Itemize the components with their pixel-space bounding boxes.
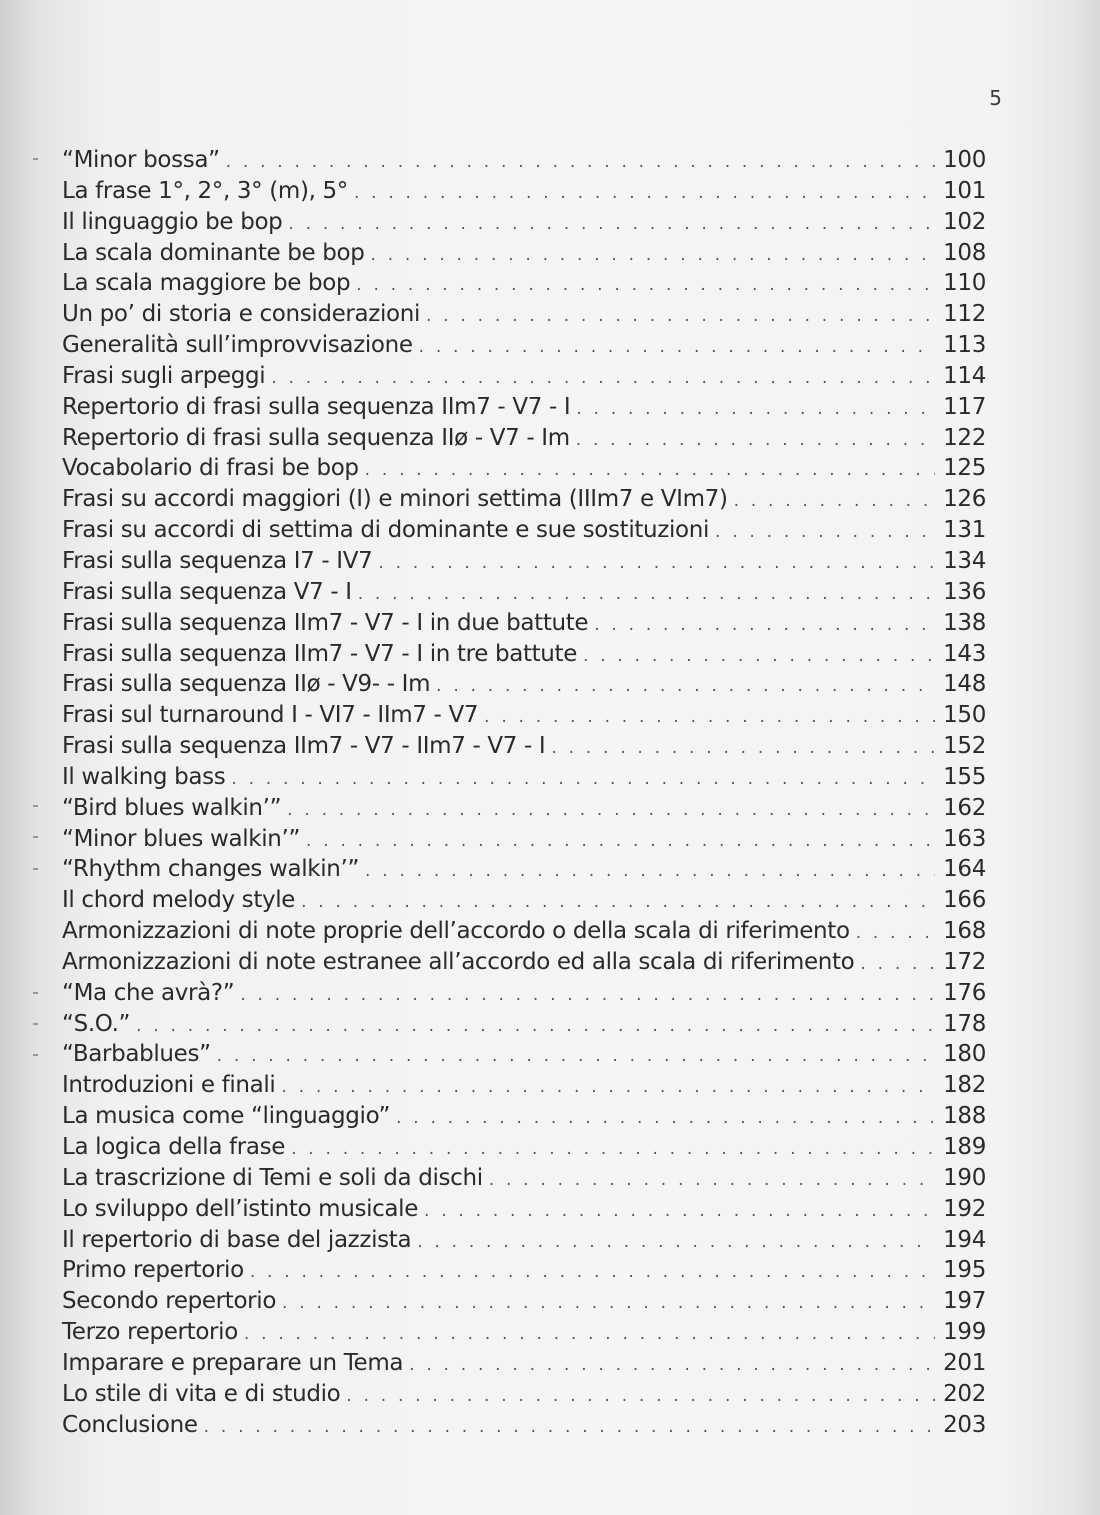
- toc-entry: [62, 700, 986, 731]
- toc-entry-page: 113: [943, 332, 986, 359]
- toc-entry-page: 112: [943, 301, 986, 328]
- toc-entry: [62, 238, 986, 269]
- toc-entry: [62, 1255, 986, 1286]
- margin-mark: [33, 1054, 38, 1056]
- margin-mark: [33, 868, 38, 870]
- toc-entry: [62, 423, 986, 454]
- dot-leader: [424, 1196, 935, 1227]
- toc-entry-title: Frasi sulla sequenza I7 - IV7: [62, 547, 373, 574]
- toc-entry: [62, 299, 986, 330]
- toc-entry: [62, 1009, 986, 1040]
- dot-leader: [281, 1072, 935, 1103]
- dot-leader: [484, 702, 935, 733]
- toc-entry-title: La scala maggiore be bop: [62, 270, 351, 297]
- toc-entry-page: 195: [943, 1257, 986, 1284]
- dot-leader: [426, 301, 935, 332]
- toc-entry: [62, 577, 986, 608]
- toc-entry: [62, 207, 986, 238]
- toc-entry-title: Repertorio di frasi sulla sequenza IIø - V7 - Im: [62, 424, 570, 451]
- toc-entry-page: 108: [943, 239, 986, 266]
- toc-entry: [62, 824, 986, 855]
- toc-entry-page: 189: [943, 1134, 986, 1160]
- toc-entry-title: Imparare e preparare un Tema: [62, 1349, 404, 1376]
- dot-leader: [715, 517, 935, 548]
- toc-entry-title: “Rhythm changes walkin’”: [62, 856, 360, 883]
- toc-entry-title: “Ma che avrà?”: [62, 979, 235, 1006]
- toc-entry-title: Frasi sulla sequenza IIø - V9- - Im: [62, 671, 431, 698]
- toc-entry: [62, 854, 986, 885]
- page-number: 5: [989, 86, 1002, 110]
- toc-entry-page: 155: [943, 763, 986, 790]
- toc-entry: [62, 484, 986, 515]
- toc-entry-title: Frasi sulla sequenza IIm7 - V7 - IIm7 - V7 - I: [62, 733, 546, 760]
- toc-entry-title: Frasi su accordi di settima di dominante e sue sostituzioni: [62, 517, 710, 544]
- dot-leader: [378, 548, 935, 579]
- toc-entry-page: 122: [943, 424, 986, 451]
- dot-leader: [594, 610, 935, 641]
- toc-entry: [62, 392, 986, 423]
- toc-entry-title: Frasi su accordi maggiori (I) e minori settima (IIIm7 e VIm7): [62, 486, 728, 513]
- toc-entry: [62, 1163, 986, 1194]
- dot-leader: [583, 641, 935, 672]
- toc-entry-page: 164: [943, 856, 986, 883]
- dot-leader: [306, 826, 935, 857]
- toc-entry-title: Lo stile di vita e di studio: [62, 1380, 341, 1407]
- toc-entry: [62, 1070, 986, 1101]
- toc-entry-page: 126: [943, 486, 986, 513]
- toc-entry-page: 190: [943, 1164, 986, 1191]
- toc-entry: [62, 793, 986, 824]
- toc-entry-page: 114: [943, 362, 986, 389]
- toc-entry-title: “Minor blues walkin’”: [62, 825, 301, 852]
- toc-entry: [62, 885, 986, 916]
- dot-leader: [346, 1381, 935, 1412]
- toc-entry-page: 125: [943, 455, 986, 482]
- toc-entry-title: Frasi sugli arpeggi: [62, 362, 266, 389]
- dot-leader: [288, 209, 935, 240]
- dot-leader: [856, 918, 935, 949]
- toc-entry-title: Frasi sulla sequenza IIm7 - V7 - I in due battute: [62, 609, 589, 636]
- toc-entry-page: 172: [943, 948, 986, 975]
- dot-leader: [291, 1134, 935, 1165]
- dot-leader: [409, 1350, 935, 1381]
- toc-entry: [62, 916, 986, 947]
- dot-leader: [287, 795, 935, 826]
- toc-entry: [62, 669, 986, 700]
- dot-leader: [301, 887, 935, 918]
- dot-leader: [576, 394, 935, 425]
- toc-entry-title: Frasi sulla sequenza V7 - I: [62, 578, 352, 605]
- toc-entry-page: 180: [943, 1041, 986, 1068]
- toc-entry-title: Generalità sull’improvvisazione: [62, 332, 413, 359]
- toc-entry-title: Il chord melody style: [62, 887, 296, 914]
- toc-entry-page: 148: [943, 671, 986, 698]
- dot-leader: [365, 455, 935, 486]
- dot-leader: [356, 270, 935, 301]
- toc-entry-page: 152: [943, 733, 986, 760]
- toc-entry-page: 166: [943, 887, 986, 914]
- toc-entry-title: Vocabolario di frasi be bop: [62, 455, 359, 482]
- toc-entry-title: Terzo repertorio: [62, 1319, 238, 1346]
- toc-entry: [62, 762, 986, 793]
- toc-entry-title: Secondo repertorio: [62, 1288, 277, 1315]
- toc-entry-title: Un po’ di storia e considerazioni: [62, 301, 421, 328]
- dot-leader: [419, 332, 936, 363]
- toc-entry: [62, 731, 986, 762]
- toc-entry-title: Lo sviluppo dell’istinto musicale: [62, 1195, 419, 1222]
- dot-leader: [217, 1041, 935, 1072]
- toc-entry: [62, 1194, 986, 1225]
- toc-entry: [62, 268, 986, 299]
- toc-entry-page: 163: [943, 825, 986, 852]
- toc-entry-title: Il linguaggio be bop: [62, 208, 283, 235]
- dot-leader: [244, 1319, 935, 1350]
- dot-leader: [240, 980, 935, 1011]
- toc-entry-title: “Minor bossa”: [62, 147, 220, 173]
- margin-mark: [33, 992, 38, 994]
- toc-entry: [62, 1348, 986, 1379]
- toc-entry-title: La logica della frase: [62, 1134, 286, 1160]
- margin-mark: [33, 836, 38, 838]
- dot-leader: [436, 671, 935, 702]
- dot-leader: [358, 579, 935, 610]
- toc-entry-title: La musica come “linguaggio”: [62, 1103, 391, 1130]
- toc-entry: [62, 1132, 986, 1163]
- toc-entry: [62, 453, 986, 484]
- toc-entry-page: 143: [943, 640, 986, 667]
- toc-entry-title: Il walking bass: [62, 763, 226, 790]
- toc-entry-title: Primo repertorio: [62, 1257, 244, 1284]
- toc-entry-page: 136: [943, 578, 986, 605]
- toc-entry: [62, 978, 986, 1009]
- toc-entry-page: 168: [943, 918, 986, 945]
- toc-entry-page: 131: [943, 517, 986, 544]
- toc-entry-title: “S.O.”: [62, 1010, 131, 1037]
- toc-entry: [62, 1286, 986, 1317]
- toc-entry-title: Introduzioni e finali: [62, 1072, 276, 1099]
- toc-entry: [62, 639, 986, 670]
- toc-entry-page: 134: [943, 547, 986, 574]
- margin-mark: [33, 805, 38, 807]
- dot-leader: [551, 733, 935, 764]
- toc-entry: [62, 1101, 986, 1132]
- toc-entry-page: 199: [943, 1319, 986, 1346]
- toc-entry-title: La scala dominante be bop: [62, 239, 365, 266]
- toc-entry-page: 182: [943, 1072, 986, 1099]
- toc-entry: [62, 515, 986, 546]
- toc-entry-page: 110: [943, 270, 986, 297]
- dot-leader: [226, 147, 935, 178]
- toc-entry: [62, 1225, 986, 1256]
- dot-leader: [231, 764, 935, 795]
- toc-entry-page: 178: [943, 1010, 986, 1037]
- toc-entry-page: 138: [943, 609, 986, 636]
- toc-entry: [62, 1410, 986, 1441]
- dot-leader: [417, 1227, 935, 1258]
- toc-entry-page: 188: [943, 1103, 986, 1130]
- dot-leader: [136, 1011, 935, 1042]
- dot-leader: [371, 240, 936, 271]
- toc-entry: [62, 361, 986, 392]
- toc-entry: [62, 608, 986, 639]
- toc-entry: [62, 330, 986, 361]
- toc-entry-title: Il repertorio di base del jazzista: [62, 1226, 412, 1253]
- toc-entry: [62, 1317, 986, 1348]
- toc-entry-page: 202: [943, 1380, 986, 1407]
- dot-leader: [282, 1288, 935, 1319]
- toc-entry: [62, 1039, 986, 1070]
- toc-entry-page: 100: [943, 147, 986, 173]
- toc-entry-title: Repertorio di frasi sulla sequenza IIm7 - V7 - I: [62, 393, 571, 420]
- toc-entry: [62, 947, 986, 978]
- toc-entry-page: 117: [943, 393, 986, 420]
- toc-entry-title: La trascrizione di Temi e soli da dischi: [62, 1164, 483, 1191]
- dot-leader: [354, 178, 935, 209]
- toc-entry-page: 203: [943, 1411, 986, 1438]
- dot-leader: [489, 1165, 935, 1196]
- dot-leader: [204, 1412, 935, 1443]
- toc-entry: [62, 145, 986, 176]
- toc-entry-title: Frasi sul turnaround I - VI7 - IIm7 - V7: [62, 702, 479, 729]
- dot-leader: [396, 1103, 935, 1134]
- toc-entry-page: 192: [943, 1195, 986, 1222]
- dot-leader: [860, 949, 935, 980]
- toc-entry-title: “Barbablues”: [62, 1041, 211, 1068]
- dot-leader: [576, 425, 935, 456]
- toc-entry: [62, 176, 986, 207]
- dot-leader: [734, 486, 936, 517]
- toc-entry-title: Armonizzazioni di note proprie dell’accordo o della scala di riferimento: [62, 918, 850, 945]
- margin-mark: [33, 158, 38, 160]
- toc-entry-title: “Bird blues walkin’”: [62, 794, 282, 821]
- table-of-contents: [62, 145, 986, 1440]
- toc-entry-page: 150: [943, 702, 986, 729]
- toc-entry-page: 176: [943, 979, 986, 1006]
- toc-entry-title: Armonizzazioni di note estranee all’accordo ed alla scala di riferimento: [62, 948, 855, 975]
- toc-entry-page: 194: [943, 1226, 986, 1253]
- toc-entry-page: 101: [943, 177, 986, 204]
- toc-entry-title: Conclusione: [62, 1411, 198, 1438]
- dot-leader: [250, 1257, 935, 1288]
- toc-entry-page: 201: [943, 1349, 986, 1376]
- dot-leader: [271, 363, 935, 394]
- toc-entry: [62, 1379, 986, 1410]
- toc-entry-page: 102: [943, 208, 986, 235]
- dot-leader: [365, 856, 935, 887]
- toc-entry-page: 162: [943, 794, 986, 821]
- margin-mark: [33, 1023, 38, 1025]
- toc-entry-title: La frase 1°, 2°, 3° (m), 5°: [62, 177, 348, 204]
- toc-entry: [62, 546, 986, 577]
- toc-entry-title: Frasi sulla sequenza IIm7 - V7 - I in tre battute: [62, 640, 577, 667]
- toc-entry-page: 197: [943, 1288, 986, 1315]
